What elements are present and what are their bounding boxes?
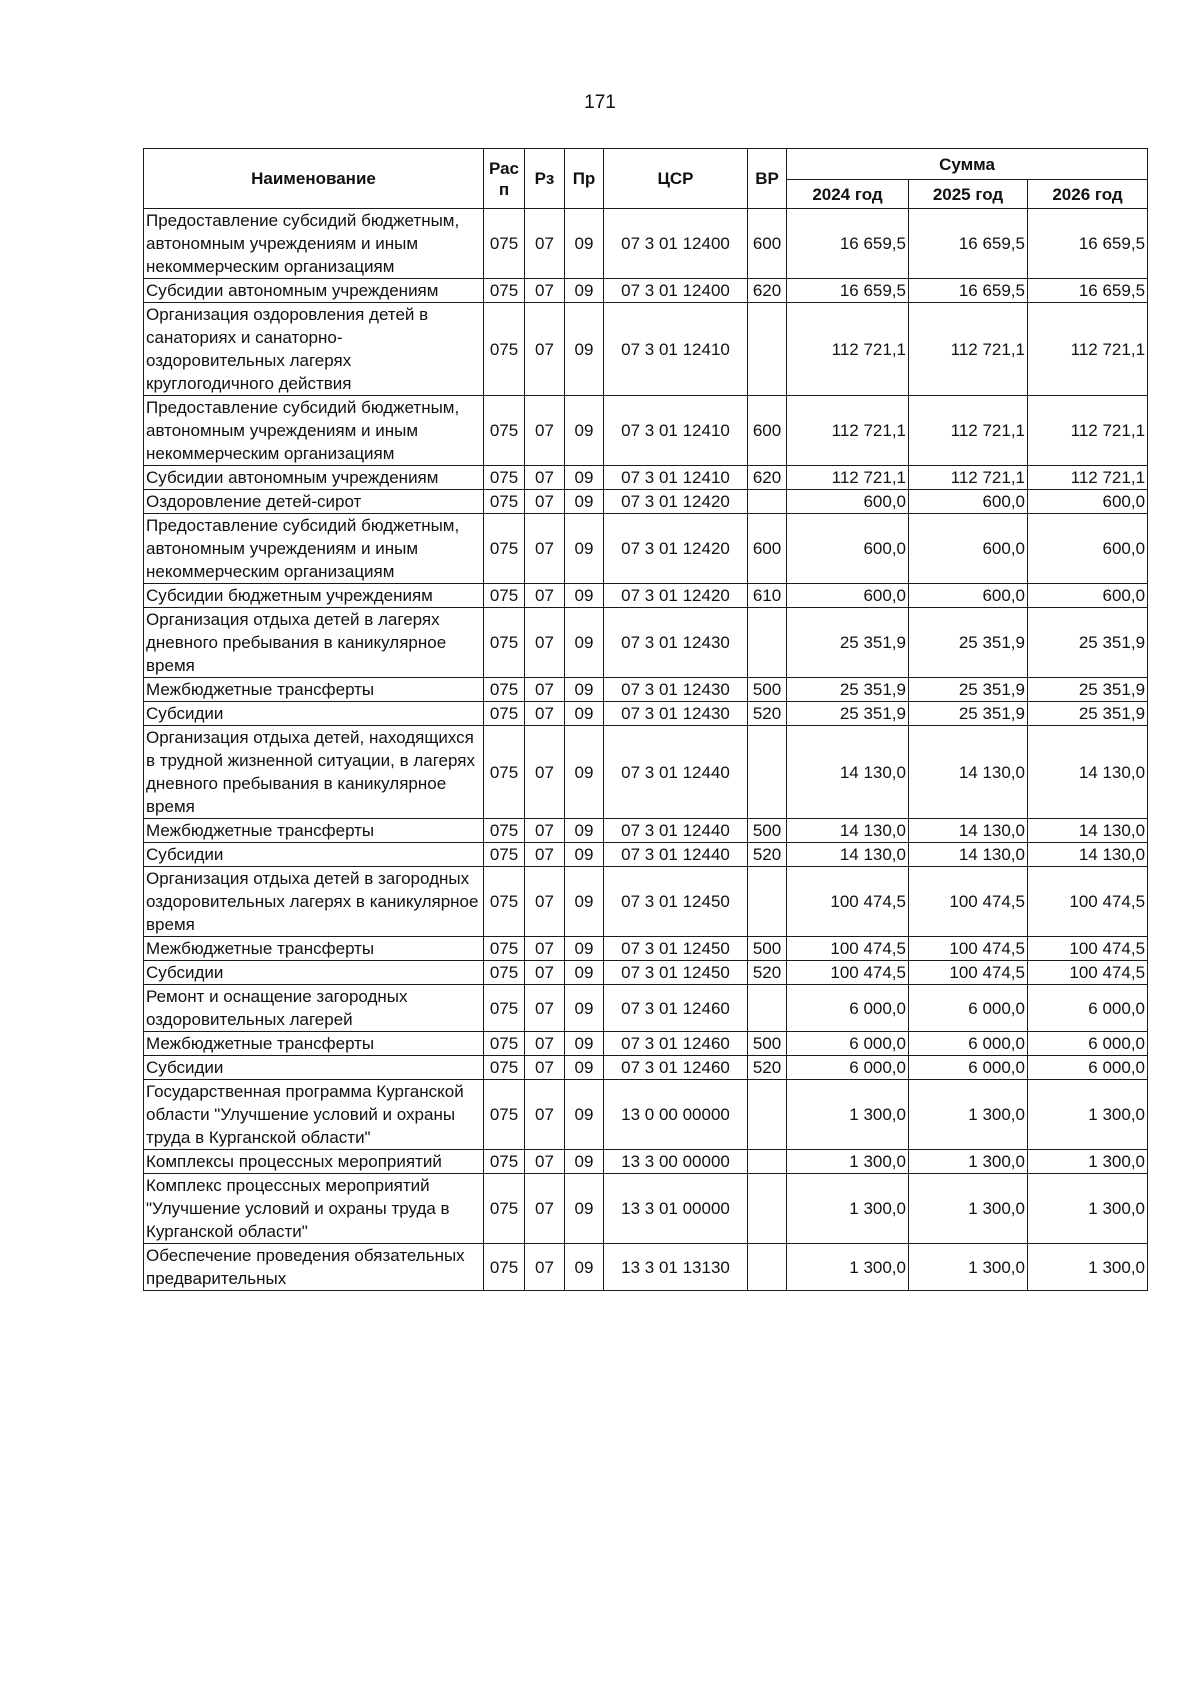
row-csr-cell: 07 3 01 12420 [604,584,748,608]
row-pr-cell: 09 [565,396,604,466]
row-csr-cell: 07 3 01 12410 [604,396,748,466]
header-rz: Рз [525,149,565,209]
row-name-cell: Субсидии автономным учреждениям [144,466,484,490]
table-row [144,702,1148,726]
row-pr-cell: 09 [565,1056,604,1080]
row-pr-cell: 09 [565,1080,604,1150]
row-csr-cell: 13 3 00 00000 [604,1150,748,1174]
row-csr-cell: 07 3 01 12460 [604,1032,748,1056]
row-sum-2026-cell: 1 300,0 [1028,1244,1148,1291]
row-sum-2025-cell: 100 474,5 [909,961,1028,985]
row-pr-cell: 09 [565,1244,604,1291]
row-sum-2026-cell: 16 659,5 [1028,209,1148,279]
row-csr-cell: 07 3 01 12450 [604,937,748,961]
row-sum-2024-cell: 600,0 [787,514,909,584]
row-sum-2025-cell: 100 474,5 [909,867,1028,937]
row-vr-cell: 520 [748,961,787,985]
header-vr: ВР [748,149,787,209]
row-pr-cell: 09 [565,279,604,303]
row-name-cell: Предоставление субсидий бюджетным, автономным учреждениям и иным некоммерческим организациям [144,396,484,466]
row-sum-2025-cell: 100 474,5 [909,937,1028,961]
row-csr-cell: 07 3 01 12450 [604,961,748,985]
row-name-cell: Субсидии [144,961,484,985]
row-pr-cell: 09 [565,678,604,702]
row-pr-cell: 09 [565,608,604,678]
row-sum-2026-cell: 25 351,9 [1028,678,1148,702]
row-rasp-cell: 075 [484,466,525,490]
table-row [144,985,1148,1032]
row-name-cell: Межбюджетные трансферты [144,678,484,702]
table-row [144,726,1148,819]
row-name-cell: Межбюджетные трансферты [144,937,484,961]
row-sum-2025-cell: 112 721,1 [909,303,1028,396]
table-row [144,608,1148,678]
row-sum-2024-cell: 16 659,5 [787,279,909,303]
table-row [144,396,1148,466]
row-sum-2025-cell: 112 721,1 [909,466,1028,490]
row-pr-cell: 09 [565,702,604,726]
header-name: Наименование [144,149,484,209]
row-sum-2024-cell: 600,0 [787,490,909,514]
row-sum-2025-cell: 16 659,5 [909,279,1028,303]
row-csr-cell: 07 3 01 12440 [604,726,748,819]
row-pr-cell: 09 [565,209,604,279]
row-sum-2025-cell: 1 300,0 [909,1150,1028,1174]
row-name-cell: Ремонт и оснащение загородных оздоровительных лагерей [144,985,484,1032]
row-rasp-cell: 075 [484,396,525,466]
row-csr-cell: 07 3 01 12410 [604,466,748,490]
row-sum-2025-cell: 25 351,9 [909,608,1028,678]
row-csr-cell: 07 3 01 12400 [604,209,748,279]
row-rasp-cell: 075 [484,1244,525,1291]
row-pr-cell: 09 [565,961,604,985]
row-sum-2025-cell: 25 351,9 [909,702,1028,726]
row-csr-cell: 13 3 01 00000 [604,1174,748,1244]
row-sum-2024-cell: 25 351,9 [787,678,909,702]
row-rasp-cell: 075 [484,867,525,937]
row-vr-cell: 620 [748,466,787,490]
row-csr-cell: 07 3 01 12460 [604,1056,748,1080]
row-csr-cell: 13 0 00 00000 [604,1080,748,1150]
row-sum-2025-cell: 600,0 [909,584,1028,608]
row-sum-2025-cell: 16 659,5 [909,209,1028,279]
row-vr-cell [748,490,787,514]
row-csr-cell: 07 3 01 12430 [604,702,748,726]
row-rz-cell: 07 [525,985,565,1032]
row-rz-cell: 07 [525,678,565,702]
table-row [144,1032,1148,1056]
row-pr-cell: 09 [565,490,604,514]
row-sum-2025-cell: 1 300,0 [909,1244,1028,1291]
row-name-cell: Субсидии [144,843,484,867]
row-pr-cell: 09 [565,985,604,1032]
row-name-cell: Межбюджетные трансферты [144,819,484,843]
row-csr-cell: 07 3 01 12440 [604,843,748,867]
row-pr-cell: 09 [565,466,604,490]
table-row [144,1056,1148,1080]
table-row [144,961,1148,985]
row-sum-2026-cell: 112 721,1 [1028,303,1148,396]
row-rz-cell: 07 [525,1056,565,1080]
row-sum-2025-cell: 6 000,0 [909,1032,1028,1056]
row-vr-cell: 520 [748,843,787,867]
row-sum-2024-cell: 14 130,0 [787,819,909,843]
row-sum-2024-cell: 6 000,0 [787,1032,909,1056]
row-vr-cell: 610 [748,584,787,608]
row-rz-cell: 07 [525,514,565,584]
row-csr-cell: 07 3 01 12400 [604,279,748,303]
row-pr-cell: 09 [565,1032,604,1056]
table-row [144,303,1148,396]
row-sum-2024-cell: 1 300,0 [787,1244,909,1291]
row-sum-2026-cell: 14 130,0 [1028,819,1148,843]
row-vr-cell [748,1080,787,1150]
row-rz-cell: 07 [525,1174,565,1244]
row-rz-cell: 07 [525,702,565,726]
row-sum-2024-cell: 112 721,1 [787,466,909,490]
row-rasp-cell: 075 [484,1080,525,1150]
row-sum-2024-cell: 14 130,0 [787,726,909,819]
row-vr-cell: 500 [748,678,787,702]
row-rasp-cell: 075 [484,726,525,819]
table-row [144,867,1148,937]
row-rz-cell: 07 [525,490,565,514]
row-sum-2024-cell: 100 474,5 [787,867,909,937]
row-rz-cell: 07 [525,1244,565,1291]
row-sum-2026-cell: 16 659,5 [1028,279,1148,303]
header-year-2024: 2024 год [787,180,909,209]
row-sum-2026-cell: 112 721,1 [1028,396,1148,466]
row-sum-2025-cell: 1 300,0 [909,1174,1028,1244]
row-sum-2026-cell: 14 130,0 [1028,726,1148,819]
row-name-cell: Комплекс процессных мероприятий "Улучшение условий и охраны труда в Курганской области" [144,1174,484,1244]
row-rz-cell: 07 [525,466,565,490]
row-sum-2026-cell: 600,0 [1028,490,1148,514]
row-rasp-cell: 075 [484,1150,525,1174]
row-rz-cell: 07 [525,303,565,396]
table-row [144,678,1148,702]
row-name-cell: Государственная программа Курганской области "Улучшение условий и охраны труда в Курганской области" [144,1080,484,1150]
header-sum: Сумма [787,149,1148,180]
row-csr-cell: 07 3 01 12420 [604,490,748,514]
budget-table [143,148,1148,1291]
row-rz-cell: 07 [525,608,565,678]
table-row [144,819,1148,843]
row-rz-cell: 07 [525,396,565,466]
row-name-cell: Предоставление субсидий бюджетным, автономным учреждениям и иным некоммерческим организациям [144,209,484,279]
table-row [144,584,1148,608]
row-pr-cell: 09 [565,514,604,584]
row-sum-2024-cell: 112 721,1 [787,396,909,466]
row-rz-cell: 07 [525,843,565,867]
row-csr-cell: 07 3 01 12430 [604,678,748,702]
header-pr: Пр [565,149,604,209]
row-name-cell: Организация отдыха детей в лагерях дневного пребывания в каникулярное время [144,608,484,678]
row-sum-2024-cell: 16 659,5 [787,209,909,279]
row-rasp-cell: 075 [484,279,525,303]
row-rz-cell: 07 [525,1080,565,1150]
table-header [144,149,1148,209]
row-pr-cell: 09 [565,1150,604,1174]
row-sum-2026-cell: 14 130,0 [1028,843,1148,867]
row-pr-cell: 09 [565,843,604,867]
row-pr-cell: 09 [565,937,604,961]
row-rasp-cell: 075 [484,608,525,678]
table-row [144,1174,1148,1244]
table-row [144,937,1148,961]
row-name-cell: Субсидии [144,702,484,726]
row-sum-2026-cell: 6 000,0 [1028,1032,1148,1056]
row-rz-cell: 07 [525,726,565,819]
row-sum-2025-cell: 600,0 [909,490,1028,514]
row-rasp-cell: 075 [484,303,525,396]
row-rasp-cell: 075 [484,985,525,1032]
row-sum-2026-cell: 1 300,0 [1028,1174,1148,1244]
row-csr-cell: 07 3 01 12440 [604,819,748,843]
row-pr-cell: 09 [565,726,604,819]
header-csr: ЦСР [604,149,748,209]
row-name-cell: Предоставление субсидий бюджетным, автономным учреждениям и иным некоммерческим организациям [144,514,484,584]
row-vr-cell [748,303,787,396]
table-row [144,1080,1148,1150]
row-sum-2024-cell: 100 474,5 [787,937,909,961]
row-vr-cell [748,985,787,1032]
row-csr-cell: 07 3 01 12430 [604,608,748,678]
row-vr-cell: 600 [748,396,787,466]
row-rasp-cell: 075 [484,1174,525,1244]
row-name-cell: Межбюджетные трансферты [144,1032,484,1056]
row-rz-cell: 07 [525,1032,565,1056]
row-vr-cell: 600 [748,209,787,279]
row-vr-cell [748,1244,787,1291]
row-sum-2025-cell: 600,0 [909,514,1028,584]
row-vr-cell: 500 [748,1032,787,1056]
row-rasp-cell: 075 [484,490,525,514]
row-sum-2025-cell: 6 000,0 [909,1056,1028,1080]
row-sum-2024-cell: 6 000,0 [787,1056,909,1080]
row-sum-2025-cell: 112 721,1 [909,396,1028,466]
row-sum-2024-cell: 100 474,5 [787,961,909,985]
row-csr-cell: 07 3 01 12410 [604,303,748,396]
row-name-cell: Субсидии автономным учреждениям [144,279,484,303]
row-rasp-cell: 075 [484,584,525,608]
row-sum-2024-cell: 25 351,9 [787,608,909,678]
page-number: 171 [584,92,616,113]
row-vr-cell [748,608,787,678]
header-year-2026: 2026 год [1028,180,1148,209]
row-sum-2024-cell: 1 300,0 [787,1080,909,1150]
row-vr-cell: 500 [748,937,787,961]
row-rasp-cell: 075 [484,961,525,985]
row-name-cell: Субсидии бюджетным учреждениям [144,584,484,608]
row-csr-cell: 07 3 01 12460 [604,985,748,1032]
row-rz-cell: 07 [525,961,565,985]
row-sum-2026-cell: 100 474,5 [1028,937,1148,961]
table-row [144,490,1148,514]
row-sum-2025-cell: 1 300,0 [909,1080,1028,1150]
row-sum-2024-cell: 6 000,0 [787,985,909,1032]
row-sum-2026-cell: 100 474,5 [1028,867,1148,937]
row-sum-2026-cell: 6 000,0 [1028,985,1148,1032]
row-rasp-cell: 075 [484,702,525,726]
row-sum-2026-cell: 100 474,5 [1028,961,1148,985]
header-year-2025: 2025 год [909,180,1028,209]
row-pr-cell: 09 [565,819,604,843]
row-rz-cell: 07 [525,867,565,937]
row-rasp-cell: 075 [484,1032,525,1056]
row-sum-2025-cell: 25 351,9 [909,678,1028,702]
row-csr-cell: 07 3 01 12420 [604,514,748,584]
row-pr-cell: 09 [565,867,604,937]
row-sum-2025-cell: 14 130,0 [909,819,1028,843]
table-row [144,466,1148,490]
row-vr-cell: 520 [748,1056,787,1080]
row-sum-2025-cell: 14 130,0 [909,843,1028,867]
row-rz-cell: 07 [525,937,565,961]
row-sum-2024-cell: 25 351,9 [787,702,909,726]
row-rz-cell: 07 [525,279,565,303]
row-sum-2026-cell: 600,0 [1028,514,1148,584]
row-rasp-cell: 075 [484,937,525,961]
row-sum-2024-cell: 1 300,0 [787,1174,909,1244]
row-csr-cell: 13 3 01 13130 [604,1244,748,1291]
row-sum-2024-cell: 600,0 [787,584,909,608]
row-sum-2026-cell: 25 351,9 [1028,608,1148,678]
table-row [144,1150,1148,1174]
row-rasp-cell: 075 [484,843,525,867]
row-name-cell: Субсидии [144,1056,484,1080]
table-row [144,514,1148,584]
row-rasp-cell: 075 [484,819,525,843]
row-sum-2026-cell: 1 300,0 [1028,1150,1148,1174]
row-sum-2026-cell: 6 000,0 [1028,1056,1148,1080]
row-name-cell: Организация отдыха детей, находящихся в трудной жизненной ситуации, в лагерях дневного пребывания в каникулярное время [144,726,484,819]
row-vr-cell: 620 [748,279,787,303]
row-rz-cell: 07 [525,584,565,608]
header-rasp: Рас п [484,149,525,209]
table-body [144,209,1148,1291]
row-rz-cell: 07 [525,1150,565,1174]
row-sum-2024-cell: 14 130,0 [787,843,909,867]
row-rz-cell: 07 [525,209,565,279]
row-sum-2025-cell: 6 000,0 [909,985,1028,1032]
row-sum-2026-cell: 1 300,0 [1028,1080,1148,1150]
row-name-cell: Обеспечение проведения обязательных предварительных [144,1244,484,1291]
row-csr-cell: 07 3 01 12450 [604,867,748,937]
row-sum-2024-cell: 1 300,0 [787,1150,909,1174]
row-sum-2026-cell: 112 721,1 [1028,466,1148,490]
row-rasp-cell: 075 [484,678,525,702]
table-row [144,843,1148,867]
row-name-cell: Организация оздоровления детей в санаториях и санаторно-оздоровительных лагерях круглогодичного действия [144,303,484,396]
row-rz-cell: 07 [525,819,565,843]
row-pr-cell: 09 [565,1174,604,1244]
row-name-cell: Оздоровление детей-сирот [144,490,484,514]
row-vr-cell [748,1174,787,1244]
row-sum-2024-cell: 112 721,1 [787,303,909,396]
row-rasp-cell: 075 [484,514,525,584]
row-name-cell: Комплексы процессных мероприятий [144,1150,484,1174]
row-vr-cell [748,867,787,937]
row-pr-cell: 09 [565,303,604,396]
row-vr-cell [748,726,787,819]
row-sum-2026-cell: 25 351,9 [1028,702,1148,726]
row-pr-cell: 09 [565,584,604,608]
row-vr-cell: 500 [748,819,787,843]
row-vr-cell [748,1150,787,1174]
table-row [144,279,1148,303]
row-name-cell: Организация отдыха детей в загородных оздоровительных лагерях в каникулярное время [144,867,484,937]
row-sum-2025-cell: 14 130,0 [909,726,1028,819]
row-rasp-cell: 075 [484,1056,525,1080]
row-sum-2026-cell: 600,0 [1028,584,1148,608]
table-row [144,209,1148,279]
row-vr-cell: 520 [748,702,787,726]
row-rasp-cell: 075 [484,209,525,279]
table-row [144,1244,1148,1291]
row-vr-cell: 600 [748,514,787,584]
